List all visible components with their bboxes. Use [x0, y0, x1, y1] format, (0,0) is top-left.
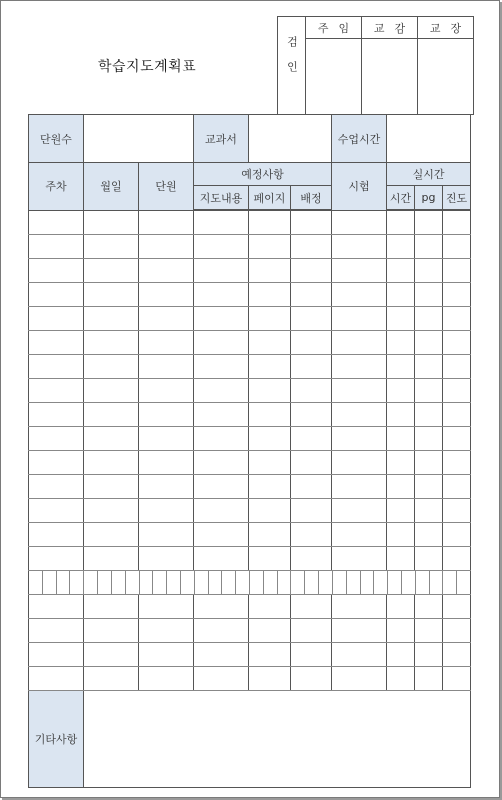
table-cell[interactable]: [332, 403, 387, 427]
unit-header: 단원: [139, 163, 194, 211]
table-cell[interactable]: [443, 595, 471, 619]
table-cell[interactable]: [29, 595, 84, 619]
table-cell[interactable]: [387, 595, 415, 619]
table-row: [29, 210, 471, 235]
table-cell[interactable]: [29, 619, 84, 643]
dense-cell[interactable]: [180, 571, 194, 594]
table-cell[interactable]: [387, 403, 415, 427]
table-cell[interactable]: [415, 667, 443, 691]
table-cell[interactable]: [387, 643, 415, 667]
table-cell[interactable]: [332, 595, 387, 619]
plan-alloc-header: 배정: [291, 186, 332, 211]
table-row: [29, 235, 471, 259]
table-cell[interactable]: [249, 451, 291, 475]
document-title: 학습지도계획표: [98, 59, 197, 75]
dense-cell[interactable]: [125, 571, 139, 594]
table-cell[interactable]: [415, 427, 443, 451]
table-row: [29, 379, 471, 403]
table-cell[interactable]: [29, 283, 84, 307]
table-cell[interactable]: [332, 451, 387, 475]
table-cell[interactable]: [194, 499, 249, 523]
table-cell[interactable]: [139, 210, 194, 235]
table-cell[interactable]: [387, 379, 415, 403]
week-header: 주차: [29, 163, 84, 211]
dense-cell[interactable]: [263, 571, 277, 594]
table-cell[interactable]: [139, 523, 194, 547]
table-cell[interactable]: [291, 210, 332, 235]
table-cell[interactable]: [291, 547, 332, 571]
table-cell[interactable]: [415, 355, 443, 379]
dense-cell[interactable]: [166, 571, 180, 594]
dense-cell[interactable]: [56, 571, 70, 594]
dense-cell[interactable]: [429, 571, 443, 594]
table-cell[interactable]: [415, 331, 443, 355]
remarks-input[interactable]: [84, 691, 471, 788]
table-row: [29, 259, 471, 283]
plan-content-header: 지도내용: [194, 186, 249, 211]
table-cell[interactable]: [291, 283, 332, 307]
approval-box-vice-principal[interactable]: [362, 39, 418, 115]
table-cell[interactable]: [332, 331, 387, 355]
table-cell[interactable]: [332, 547, 387, 571]
table-cell[interactable]: [84, 547, 139, 571]
table-cell[interactable]: [194, 379, 249, 403]
table-cell[interactable]: [194, 547, 249, 571]
table-row: [29, 331, 471, 355]
table-cell[interactable]: [332, 667, 387, 691]
table-cell[interactable]: [415, 643, 443, 667]
table-cell[interactable]: [249, 595, 291, 619]
approval-box-principal[interactable]: [418, 39, 474, 115]
table-cell[interactable]: [249, 643, 291, 667]
dense-cell[interactable]: [29, 571, 42, 594]
table-cell[interactable]: [84, 259, 139, 283]
table-cell[interactable]: [291, 331, 332, 355]
table-cell[interactable]: [443, 475, 471, 499]
table-cell[interactable]: [415, 283, 443, 307]
dense-row-cell[interactable]: [29, 571, 471, 595]
table-cell[interactable]: [387, 283, 415, 307]
table-cell[interactable]: [332, 499, 387, 523]
table-cell[interactable]: [84, 475, 139, 499]
dense-cell[interactable]: [235, 571, 249, 594]
dense-row-cells: [29, 571, 470, 594]
table-cell[interactable]: [139, 547, 194, 571]
table-cell[interactable]: [29, 643, 84, 667]
textbook-input[interactable]: [249, 115, 332, 163]
table-cell[interactable]: [415, 210, 443, 235]
plan-header: 예정사항: [194, 163, 332, 186]
dense-cell[interactable]: [194, 571, 208, 594]
table-cell[interactable]: [387, 499, 415, 523]
table-cell[interactable]: [84, 235, 139, 259]
table-cell[interactable]: [84, 307, 139, 331]
table-cell[interactable]: [249, 283, 291, 307]
dense-cell[interactable]: [277, 571, 291, 594]
dense-cell[interactable]: [304, 571, 318, 594]
dense-cell[interactable]: [415, 571, 429, 594]
table-cell[interactable]: [139, 667, 194, 691]
table-cell[interactable]: [139, 475, 194, 499]
approval-head-principal: 교장: [418, 17, 474, 39]
dense-cell[interactable]: [111, 571, 125, 594]
table-cell[interactable]: [291, 499, 332, 523]
table-cell[interactable]: [291, 523, 332, 547]
dense-cell[interactable]: [290, 571, 304, 594]
approval-box-supervisor[interactable]: [306, 39, 362, 115]
table-cell[interactable]: [443, 403, 471, 427]
table-cell[interactable]: [443, 667, 471, 691]
table-cell[interactable]: [139, 499, 194, 523]
dense-cell[interactable]: [346, 571, 360, 594]
table-cell[interactable]: [443, 523, 471, 547]
table-cell[interactable]: [194, 475, 249, 499]
table-cell[interactable]: [194, 427, 249, 451]
units-input[interactable]: [84, 115, 194, 163]
table-cell[interactable]: [84, 427, 139, 451]
table-cell[interactable]: [29, 451, 84, 475]
table-cell[interactable]: [249, 475, 291, 499]
table-cell[interactable]: [249, 403, 291, 427]
table-cell[interactable]: [84, 499, 139, 523]
table-cell[interactable]: [84, 379, 139, 403]
table-cell[interactable]: [415, 499, 443, 523]
table-cell[interactable]: [84, 283, 139, 307]
table-cell[interactable]: [29, 403, 84, 427]
dense-cell[interactable]: [221, 571, 235, 594]
table-cell[interactable]: [332, 235, 387, 259]
approval-label-text: 검인: [285, 36, 299, 86]
table-cell[interactable]: [139, 595, 194, 619]
table-row: [29, 475, 471, 499]
table-cell[interactable]: [139, 331, 194, 355]
table-cell[interactable]: [387, 523, 415, 547]
dense-cell[interactable]: [387, 571, 401, 594]
table-cell[interactable]: [194, 283, 249, 307]
table-cell[interactable]: [139, 259, 194, 283]
table-cell[interactable]: [29, 475, 84, 499]
table-cell[interactable]: [443, 619, 471, 643]
lesson-plan-table: [28, 114, 471, 788]
table-cell[interactable]: [194, 259, 249, 283]
table-cell[interactable]: [84, 403, 139, 427]
dense-cell[interactable]: [373, 571, 387, 594]
table-cell[interactable]: [415, 403, 443, 427]
table-cell[interactable]: [194, 451, 249, 475]
table-row: [29, 547, 471, 571]
table-cell[interactable]: [291, 475, 332, 499]
table-cell[interactable]: [29, 307, 84, 331]
table-cell[interactable]: [29, 259, 84, 283]
table-cell[interactable]: [249, 499, 291, 523]
table-cell[interactable]: [387, 475, 415, 499]
actual-progress-header: 진도: [443, 186, 471, 211]
data-rows-bottom: [29, 595, 471, 691]
class-hours-label: 수업시간: [332, 115, 387, 163]
table-cell[interactable]: [139, 235, 194, 259]
textbook-label: 교과서: [194, 115, 249, 163]
dense-cell[interactable]: [83, 571, 97, 594]
table-cell[interactable]: [291, 667, 332, 691]
table-cell[interactable]: [249, 523, 291, 547]
table-cell[interactable]: [29, 379, 84, 403]
table-cell[interactable]: [443, 235, 471, 259]
table-cell[interactable]: [84, 210, 139, 235]
table-cell[interactable]: [84, 667, 139, 691]
table-cell[interactable]: [332, 475, 387, 499]
table-cell[interactable]: [387, 210, 415, 235]
table-cell[interactable]: [249, 667, 291, 691]
approval-head-vice-principal: 교감: [362, 17, 418, 39]
class-hours-input[interactable]: [387, 115, 471, 163]
dense-cell[interactable]: [360, 571, 374, 594]
table-cell[interactable]: [415, 451, 443, 475]
table-row: [29, 619, 471, 643]
table-cell[interactable]: [249, 307, 291, 331]
table-cell[interactable]: [415, 475, 443, 499]
table-cell[interactable]: [332, 643, 387, 667]
table-cell[interactable]: [84, 523, 139, 547]
table-cell[interactable]: [139, 619, 194, 643]
table-cell[interactable]: [139, 307, 194, 331]
table-row: [29, 451, 471, 475]
table-row: [29, 283, 471, 307]
table-cell[interactable]: [387, 619, 415, 643]
approval-stamp-table: [277, 16, 474, 115]
table-cell[interactable]: [139, 451, 194, 475]
table-cell[interactable]: [415, 235, 443, 259]
table-row: [29, 427, 471, 451]
table-cell[interactable]: [332, 619, 387, 643]
table-cell[interactable]: [291, 643, 332, 667]
table-cell[interactable]: [84, 355, 139, 379]
table-cell[interactable]: [443, 451, 471, 475]
table-cell[interactable]: [443, 331, 471, 355]
table-cell[interactable]: [84, 643, 139, 667]
table-cell[interactable]: [415, 523, 443, 547]
table-cell[interactable]: [291, 307, 332, 331]
table-cell[interactable]: [139, 643, 194, 667]
table-cell[interactable]: [387, 235, 415, 259]
table-cell[interactable]: [291, 235, 332, 259]
table-cell[interactable]: [29, 235, 84, 259]
table-cell[interactable]: [29, 667, 84, 691]
table-cell[interactable]: [387, 427, 415, 451]
dense-cell[interactable]: [69, 571, 83, 594]
approval-label: [278, 17, 306, 115]
plan-page-header: 페이지: [249, 186, 291, 211]
actual-header: 실시간: [387, 163, 471, 186]
table-cell[interactable]: [29, 547, 84, 571]
table-cell[interactable]: [249, 547, 291, 571]
table-cell[interactable]: [332, 355, 387, 379]
table-cell[interactable]: [139, 403, 194, 427]
dense-cell[interactable]: [249, 571, 263, 594]
dense-cell[interactable]: [152, 571, 166, 594]
table-row: [29, 523, 471, 547]
table-cell[interactable]: [332, 283, 387, 307]
table-row: [29, 667, 471, 691]
table-cell[interactable]: [332, 379, 387, 403]
table-cell[interactable]: [443, 283, 471, 307]
table-cell[interactable]: [194, 307, 249, 331]
table-cell[interactable]: [29, 210, 84, 235]
table-cell[interactable]: [291, 427, 332, 451]
table-cell[interactable]: [194, 523, 249, 547]
table-cell[interactable]: [291, 595, 332, 619]
table-cell[interactable]: [443, 547, 471, 571]
table-cell[interactable]: [387, 355, 415, 379]
table-cell[interactable]: [84, 619, 139, 643]
dense-cell[interactable]: [208, 571, 222, 594]
table-cell[interactable]: [291, 403, 332, 427]
units-label: 단원수: [29, 115, 84, 163]
table-cell[interactable]: [387, 259, 415, 283]
table-cell[interactable]: [415, 259, 443, 283]
data-rows: [29, 210, 471, 571]
table-cell[interactable]: [332, 259, 387, 283]
table-cell[interactable]: [249, 379, 291, 403]
table-row: [29, 499, 471, 523]
dense-cell[interactable]: [318, 571, 332, 594]
table-cell[interactable]: [291, 451, 332, 475]
dense-cell[interactable]: [442, 571, 456, 594]
table-cell[interactable]: [84, 595, 139, 619]
table-cell[interactable]: [443, 210, 471, 235]
table-cell[interactable]: [29, 499, 84, 523]
table-cell[interactable]: [332, 307, 387, 331]
table-cell[interactable]: [249, 355, 291, 379]
date-header: 월일: [84, 163, 139, 211]
table-row: [29, 403, 471, 427]
table-cell[interactable]: [291, 619, 332, 643]
table-cell[interactable]: [84, 331, 139, 355]
dense-cell[interactable]: [332, 571, 346, 594]
table-cell[interactable]: [443, 427, 471, 451]
table-cell[interactable]: [139, 355, 194, 379]
table-cell[interactable]: [291, 259, 332, 283]
table-cell[interactable]: [291, 379, 332, 403]
table-cell[interactable]: [249, 210, 291, 235]
table-cell[interactable]: [415, 619, 443, 643]
table-row: [29, 643, 471, 667]
table-cell[interactable]: [194, 403, 249, 427]
table-cell[interactable]: [443, 499, 471, 523]
table-cell[interactable]: [194, 619, 249, 643]
table-row: [29, 595, 471, 619]
table-cell[interactable]: [29, 355, 84, 379]
table-cell[interactable]: [29, 427, 84, 451]
table-cell[interactable]: [249, 331, 291, 355]
table-cell[interactable]: [415, 379, 443, 403]
table-cell[interactable]: [84, 451, 139, 475]
dense-cell[interactable]: [97, 571, 111, 594]
table-cell[interactable]: [29, 331, 84, 355]
exam-header: 시험: [332, 163, 387, 211]
table-cell[interactable]: [194, 331, 249, 355]
table-row: [29, 355, 471, 379]
dense-cell[interactable]: [456, 571, 470, 594]
table-cell[interactable]: [443, 259, 471, 283]
table-cell[interactable]: [443, 307, 471, 331]
actual-time-header: 시간: [387, 186, 415, 211]
remarks-label: 기타사항: [29, 691, 84, 788]
table-row: [29, 307, 471, 331]
table-cell[interactable]: [387, 451, 415, 475]
dense-cell[interactable]: [139, 571, 153, 594]
table-cell[interactable]: [332, 210, 387, 235]
approval-head-supervisor: 주임: [306, 17, 362, 39]
table-cell[interactable]: [139, 379, 194, 403]
table-cell[interactable]: [387, 307, 415, 331]
dense-cell[interactable]: [401, 571, 415, 594]
dense-cell[interactable]: [42, 571, 56, 594]
table-cell[interactable]: [139, 427, 194, 451]
table-cell[interactable]: [194, 595, 249, 619]
table-cell[interactable]: [443, 355, 471, 379]
table-cell[interactable]: [139, 283, 194, 307]
table-cell[interactable]: [291, 355, 332, 379]
table-cell[interactable]: [332, 523, 387, 547]
table-cell[interactable]: [415, 547, 443, 571]
table-cell[interactable]: [249, 259, 291, 283]
table-cell[interactable]: [443, 379, 471, 403]
table-cell[interactable]: [194, 355, 249, 379]
table-cell[interactable]: [415, 595, 443, 619]
table-cell[interactable]: [194, 210, 249, 235]
table-cell[interactable]: [194, 667, 249, 691]
table-cell[interactable]: [387, 331, 415, 355]
table-cell[interactable]: [249, 619, 291, 643]
actual-pg-header: pg: [415, 186, 443, 211]
table-cell[interactable]: [194, 643, 249, 667]
table-cell[interactable]: [415, 307, 443, 331]
table-cell[interactable]: [332, 427, 387, 451]
table-cell[interactable]: [443, 643, 471, 667]
table-cell[interactable]: [387, 547, 415, 571]
table-cell[interactable]: [387, 667, 415, 691]
table-cell[interactable]: [249, 235, 291, 259]
dense-row: [29, 571, 471, 595]
table-cell[interactable]: [194, 235, 249, 259]
table-cell[interactable]: [249, 427, 291, 451]
table-cell[interactable]: [29, 523, 84, 547]
